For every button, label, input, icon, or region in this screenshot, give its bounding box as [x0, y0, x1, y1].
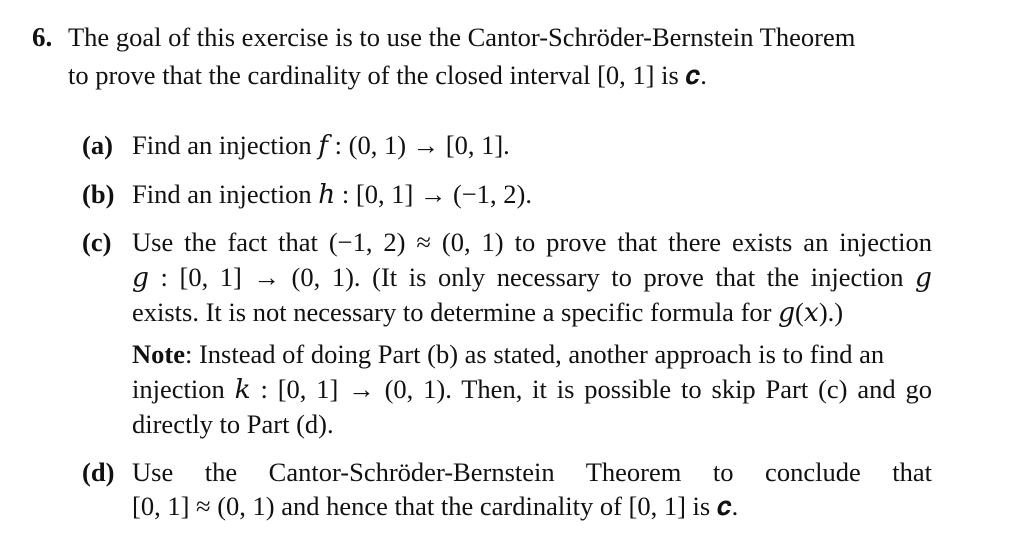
part-a-body — [132, 128, 932, 162]
part-c-body — [132, 225, 932, 442]
note-line: injection 𝑘 : [0, 1] → (0, 1). Then, it is possible to skip Part (c) and go — [132, 374, 932, 404]
intro-line: to prove that the cardinality of the closed interval [0, 1] is 𝒄. — [68, 60, 707, 90]
note-first-line — [132, 337, 932, 372]
part-c-line: Use the fact that (−1, 2) ≈ (0, 1) to prove that there exists an injection — [132, 227, 932, 257]
problem-intro — [68, 18, 948, 94]
note-text: : Instead of doing Part (b) as stated, another approach is to find an — [184, 339, 885, 369]
note-label: Note — [132, 339, 185, 369]
problem-number: 6. — [32, 22, 53, 52]
part-d-line: Use the Cantor-Schröder-Bernstein Theorem to conclude that — [132, 457, 932, 487]
part-c-note — [132, 337, 932, 442]
part-c-line: 𝑔 : [0, 1] → (0, 1). (It is only necessary to prove that the injection 𝑔 — [132, 262, 932, 292]
part-a-text: Find an injection 𝑓 : (0, 1) → [0, 1]. — [132, 130, 510, 160]
part-a-label: (a) — [82, 130, 113, 160]
part-c-line: exists. It is not necessary to determine a specific formula for 𝑔(𝑥).) — [132, 297, 844, 327]
part-b-body — [132, 177, 932, 211]
part-b-text: Find an injection ℎ : [0, 1] → (−1, 2). — [132, 179, 533, 209]
part-d-label: (d) — [82, 457, 115, 487]
part-d-line: [0, 1] ≈ (0, 1) and hence that the cardinality of [0, 1] is 𝒄. — [132, 491, 739, 521]
note-line: directly to Part (d). — [132, 409, 334, 439]
intro-line: The goal of this exercise is to use the Cantor-Schröder-Bernstein Theorem — [68, 22, 856, 52]
part-c-label: (c) — [82, 227, 112, 257]
part-d-body — [132, 455, 932, 523]
part-b-label: (b) — [82, 179, 115, 209]
